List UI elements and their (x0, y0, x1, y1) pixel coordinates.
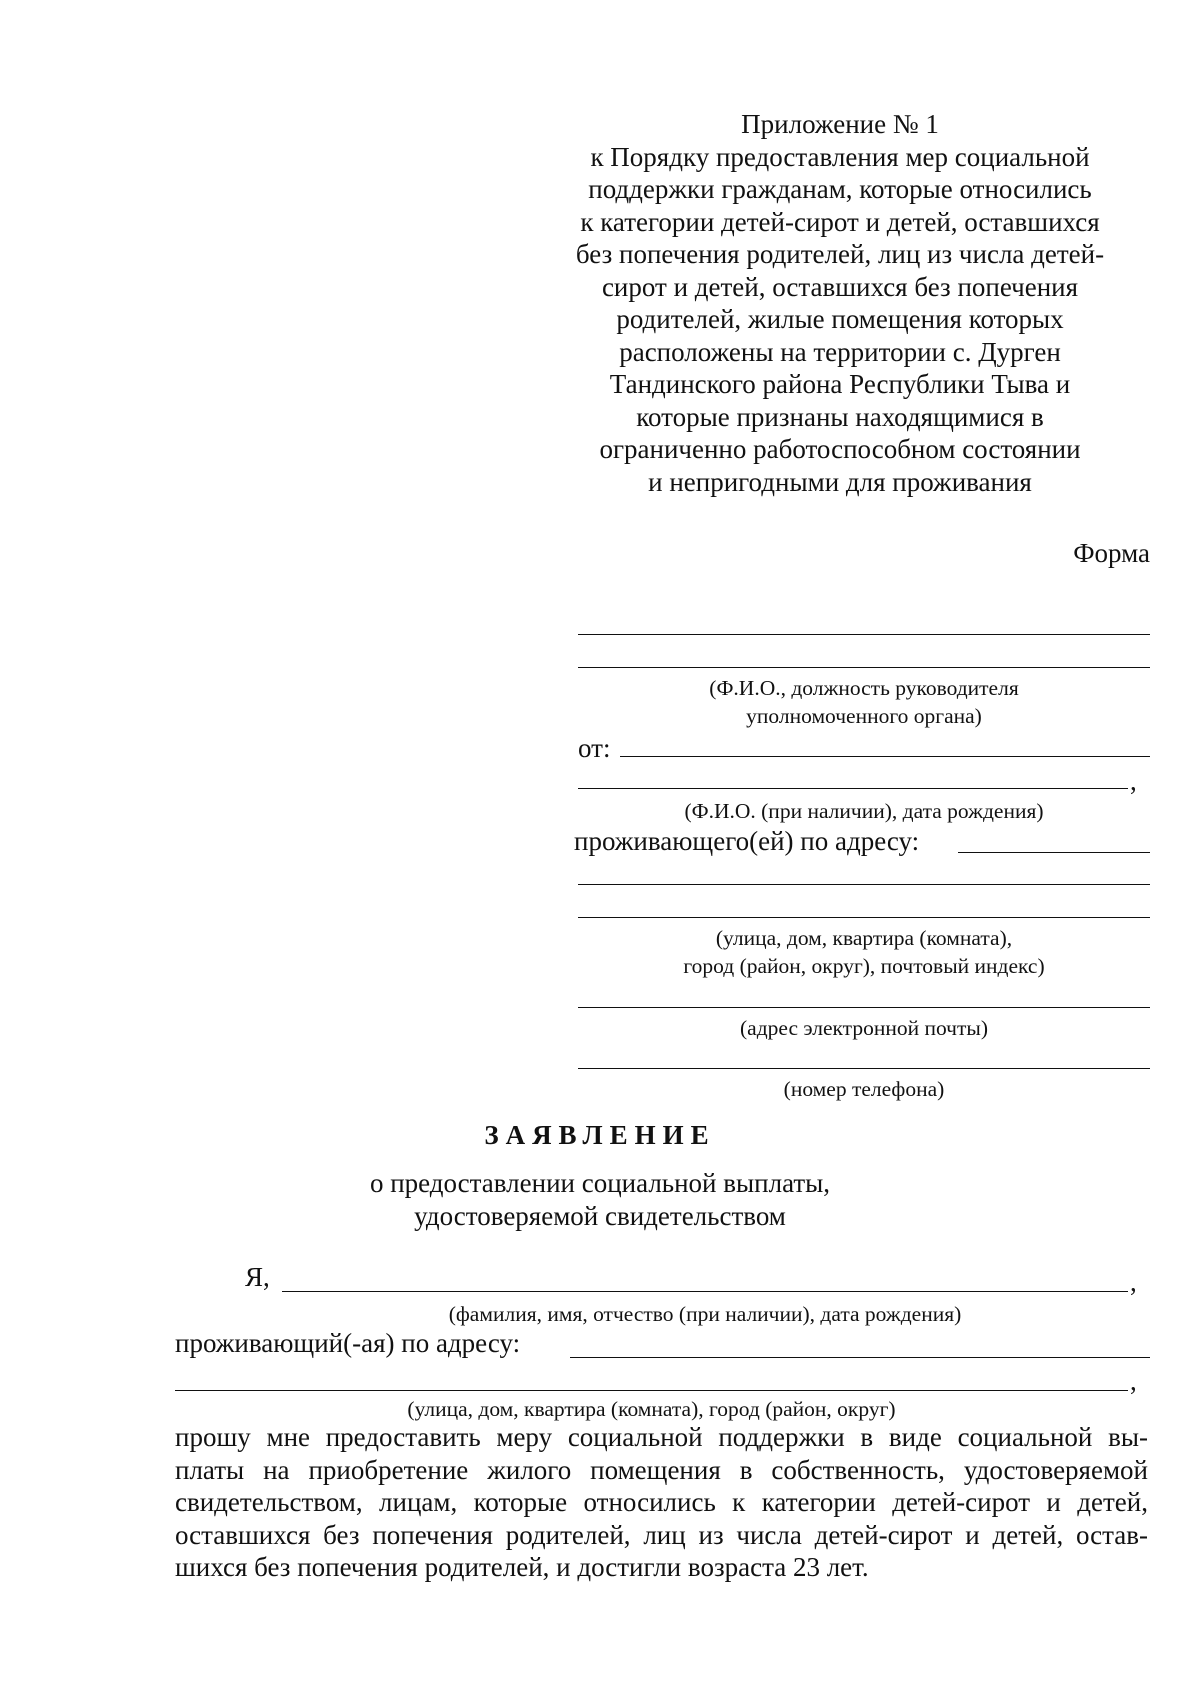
appendix-header (560, 108, 1120, 498)
statement-body (175, 1421, 1148, 1584)
appendix-line: ограниченно работоспособном состоянии (599, 434, 1081, 464)
appendix-line: без попечения родителей, лиц из числа детей- (575, 239, 1105, 269)
appendix-line: к категории детей-сирот и детей, оставшихся (580, 206, 1100, 237)
applicant-caption: (Ф.И.О. (при наличии), дата рождения) (684, 799, 1044, 823)
head-caption-2: уполномоченного органа) (746, 704, 982, 728)
appendix-line: и непригодными для проживания (648, 466, 1032, 497)
name-caption: (фамилия, имя, отчество (при наличии), дата рождения) (448, 1302, 962, 1326)
statement-subtitle-1: о предоставлении социальной выплаты, (369, 1168, 831, 1198)
address-line-1[interactable] (578, 884, 1150, 885)
addressee-head-line-1[interactable] (578, 634, 1150, 635)
applicant-name-line[interactable] (578, 788, 1128, 789)
statement-title: ЗАЯВЛЕНИЕ (484, 1120, 716, 1150)
residing-line[interactable] (958, 852, 1150, 853)
body-line: прошу мне предоставить меру социальной поддержки в виде социальной вы- (175, 1422, 1148, 1452)
i-label: Я, (245, 1262, 270, 1292)
body-line: оставшихся без попечения родителей, лиц из числа детей-сирот и детей, остав- (175, 1519, 1148, 1550)
phone-caption: (номер телефона) (783, 1077, 945, 1101)
comma: , (1130, 1366, 1137, 1396)
appendix-line: к Порядку предоставления мер социальной (590, 141, 1090, 172)
body-line: шихся без попечения родителей, и достигли возраста 23 лет. (175, 1552, 869, 1582)
statement-subtitle-2: удостоверяемой свидетельством (414, 1201, 786, 1231)
appendix-line: поддержки гражданам, которые относились (588, 174, 1092, 204)
address-line-2[interactable] (578, 917, 1150, 918)
appendix-line: родителей, жилые помещения которых (616, 304, 1064, 334)
appendix-line: Тандинского района Республики Тыва и (609, 369, 1071, 399)
statement-address-line-2[interactable] (175, 1390, 1128, 1391)
addressee-head-line-2[interactable] (578, 667, 1150, 668)
body-line: свидетельством, лицам, которые относились к категории детей-сирот и детей, (175, 1487, 1148, 1517)
from-line[interactable] (620, 756, 1150, 757)
applicant-full-name-line[interactable] (282, 1291, 1128, 1292)
appendix-line: Приложение № 1 (741, 109, 939, 139)
appendix-line: сирот и детей, оставшихся без попечения (601, 271, 1079, 302)
phone-line[interactable] (578, 1068, 1150, 1069)
comma: , (1130, 1267, 1137, 1297)
address-caption: (улица, дом, квартира (комната), город (район, округ) (407, 1397, 896, 1421)
appendix-line: которые признаны находящимися в (636, 401, 1044, 432)
email-caption: (адрес электронной почты) (740, 1016, 988, 1040)
residing-label: проживающего(ей) по адресу: (574, 826, 920, 856)
email-line[interactable] (578, 1007, 1150, 1008)
from-label: от: (578, 733, 611, 763)
statement-residing-label: проживающий(-ая) по адресу: (175, 1328, 521, 1358)
body-line: платы на приобретение жилого помещения в собственность, удостоверяемой (175, 1454, 1148, 1485)
address-caption-2: город (район, округ), почтовый индекс) (683, 954, 1045, 978)
form-label: Форма (1073, 538, 1150, 568)
comma: , (1130, 766, 1137, 796)
head-caption-1: (Ф.И.О., должность руководителя (709, 676, 1019, 700)
statement-address-line-1[interactable] (570, 1357, 1150, 1358)
appendix-line: расположены на территории с. Дурген (619, 336, 1061, 367)
address-caption-1: (улица, дом, квартира (комната), (715, 926, 1013, 950)
